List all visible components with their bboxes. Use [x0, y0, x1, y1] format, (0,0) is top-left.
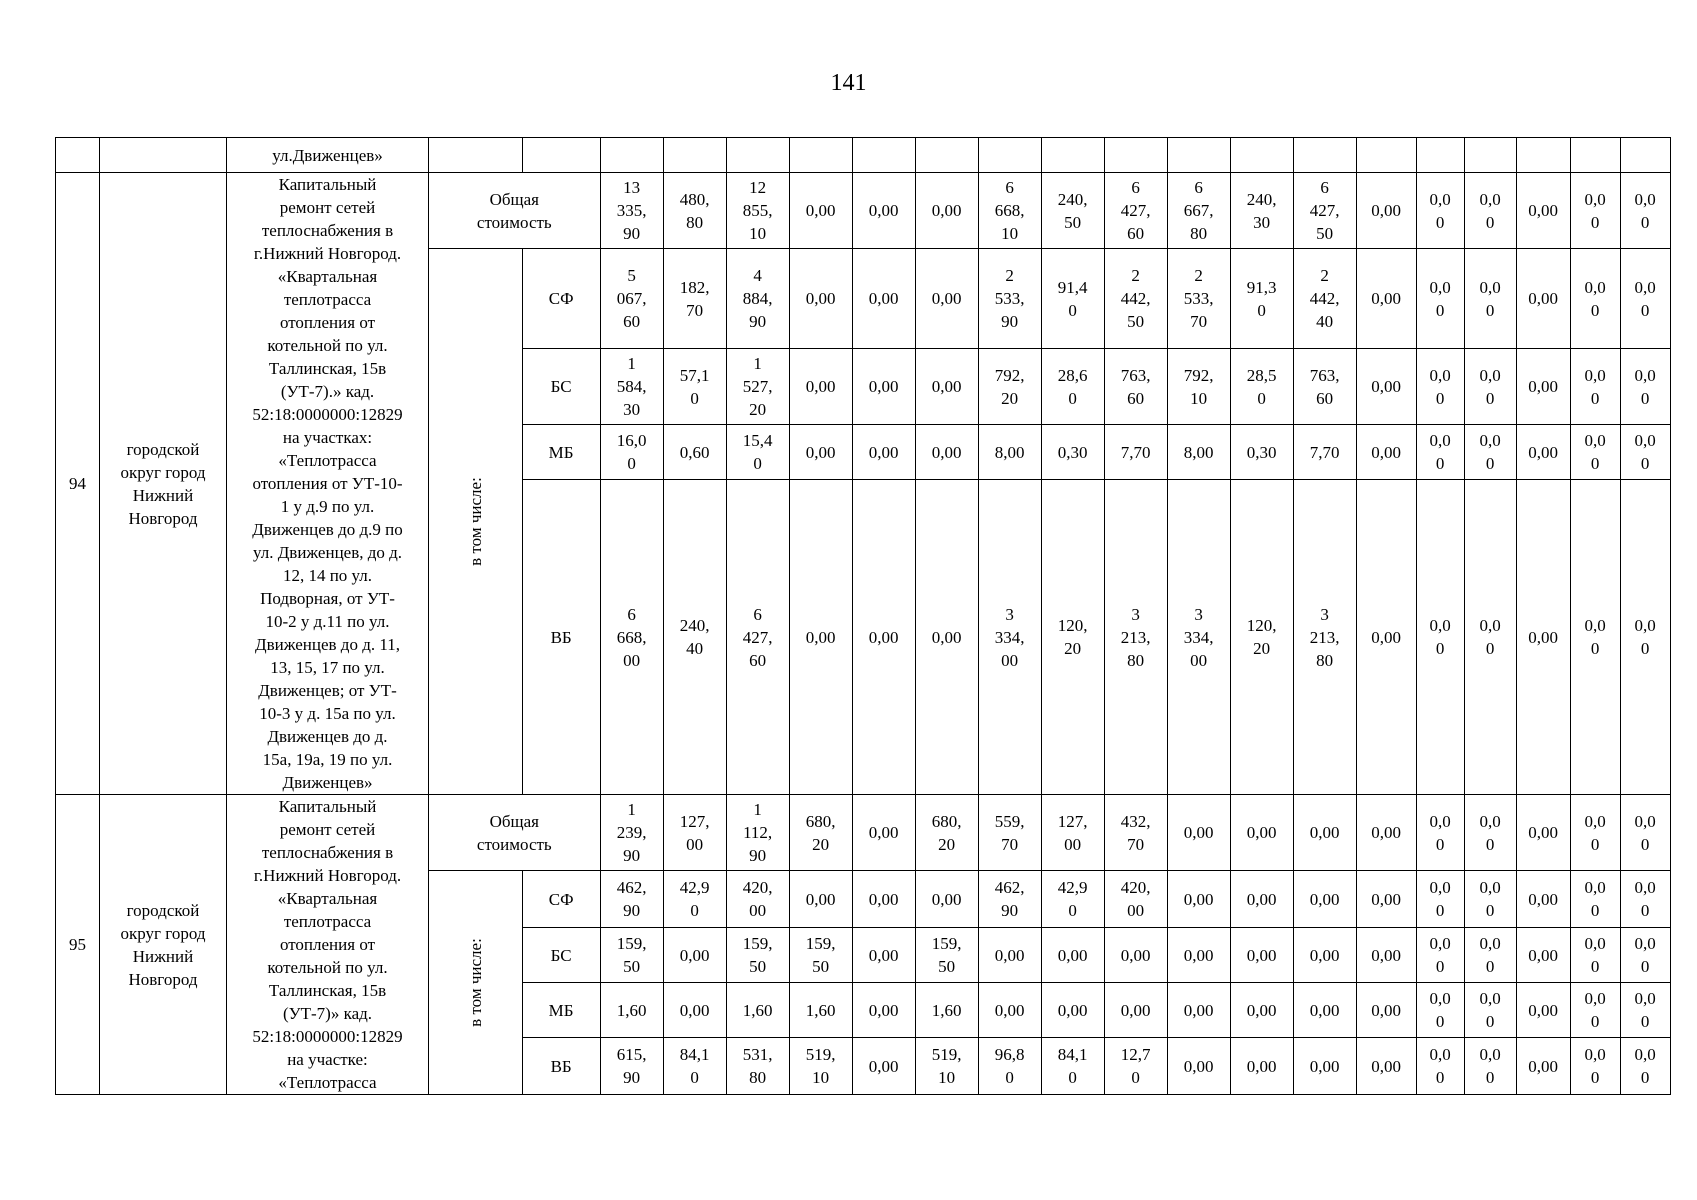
empty-cell — [915, 138, 978, 173]
value-cell: 680, 20 — [789, 795, 852, 871]
value-cell: 42,9 0 — [1041, 871, 1104, 928]
value-cell: 792, 10 — [1167, 349, 1230, 425]
value-cell: 0,00 — [852, 249, 915, 349]
value-cell: 0,00 — [852, 1038, 915, 1095]
row-number: 95 — [56, 795, 100, 1095]
source-code: МБ — [522, 425, 600, 480]
value-cell: 159, 50 — [789, 928, 852, 983]
value-cell: 0,00 — [1356, 983, 1416, 1038]
value-cell: 0,0 0 — [1464, 871, 1516, 928]
value-cell: 6 668, 00 — [600, 480, 663, 795]
total-cost-label: Общая стоимость — [429, 795, 601, 871]
value-cell: 6 667, 80 — [1167, 173, 1230, 249]
value-cell: 0,00 — [1230, 795, 1293, 871]
value-cell: 6 427, 60 — [1104, 173, 1167, 249]
value-cell: 0,00 — [915, 871, 978, 928]
value-cell: 1,60 — [915, 983, 978, 1038]
value-cell: 0,0 0 — [1620, 928, 1670, 983]
value-cell: 0,00 — [1516, 795, 1570, 871]
total-cost-label: Общая стоимость — [429, 173, 601, 249]
value-cell: 0,0 0 — [1464, 425, 1516, 480]
value-cell: 3 213, 80 — [1293, 480, 1356, 795]
source-code: ВБ — [522, 1038, 600, 1095]
value-cell: 2 533, 70 — [1167, 249, 1230, 349]
value-cell: 0,0 0 — [1620, 173, 1670, 249]
value-cell: 12 855, 10 — [726, 173, 789, 249]
value-cell: 0,00 — [915, 173, 978, 249]
value-cell: 0,00 — [1167, 983, 1230, 1038]
value-cell: 0,0 0 — [1464, 928, 1516, 983]
empty-cell — [789, 138, 852, 173]
value-cell: 1 527, 20 — [726, 349, 789, 425]
municipality: городской округ город Нижний Новгород — [100, 173, 227, 795]
including-label-text: в том числе: — [465, 938, 485, 1027]
value-cell: 0,00 — [789, 349, 852, 425]
value-cell: 6 427, 50 — [1293, 173, 1356, 249]
value-cell: 8,00 — [1167, 425, 1230, 480]
empty-cell — [429, 138, 523, 173]
value-cell: 0,00 — [915, 349, 978, 425]
empty-cell — [1104, 138, 1167, 173]
value-cell: 0,00 — [1516, 871, 1570, 928]
value-cell: 0,0 0 — [1416, 1038, 1464, 1095]
continuation-row — [56, 138, 1671, 173]
value-cell: 0,0 0 — [1620, 983, 1670, 1038]
value-cell: 182, 70 — [663, 249, 726, 349]
empty-cell — [1570, 138, 1620, 173]
value-cell: 0,0 0 — [1464, 983, 1516, 1038]
empty-cell — [1041, 138, 1104, 173]
value-cell: 462, 90 — [600, 871, 663, 928]
including-label-text: в том числе: — [465, 477, 485, 566]
value-cell: 0,0 0 — [1416, 795, 1464, 871]
value-cell: 0,00 — [1516, 983, 1570, 1038]
empty-cell — [1167, 138, 1230, 173]
value-cell: 159, 50 — [600, 928, 663, 983]
value-cell: 4 884, 90 — [726, 249, 789, 349]
value-cell: 15,4 0 — [726, 425, 789, 480]
value-cell: 462, 90 — [978, 871, 1041, 928]
value-cell: 0,00 — [1516, 249, 1570, 349]
value-cell: 0,00 — [1293, 928, 1356, 983]
value-cell: 0,00 — [1356, 795, 1416, 871]
empty-cell — [1416, 138, 1464, 173]
value-cell: 0,0 0 — [1416, 871, 1464, 928]
empty-cell — [1356, 138, 1416, 173]
source-code: ВБ — [522, 480, 600, 795]
project-description: Капитальный ремонт сетей теплоснабжения в г.Нижний Новгород. «Квартальная теплотрасса отопления от котельной по ул. Таллинская, 15в (УТ-7).» кад. 52:18:0000000:12829 на участках: «Теплотрасса отопления от УТ-10- 1 у д.9 по ул. Движенцев до д.9 по ул. Движенцев, до д. 12, 14 по ул. Подворная, от УТ- 10-2 у д.11 по ул. Движенцев до д. 11, 13, 15, 17 по ул. Движенцев; от УТ- 10-3 у д. 15а по ул. Движенцев до д. 15а, 19а, 19 по ул. Движенцев» — [227, 173, 429, 795]
value-cell: 0,0 0 — [1416, 983, 1464, 1038]
value-cell: 0,0 0 — [1416, 349, 1464, 425]
empty-cell — [522, 138, 600, 173]
value-cell: 84,1 0 — [663, 1038, 726, 1095]
value-cell: 0,00 — [852, 795, 915, 871]
value-cell: 1 584, 30 — [600, 349, 663, 425]
value-cell: 0,00 — [1516, 425, 1570, 480]
value-cell: 531, 80 — [726, 1038, 789, 1095]
value-cell: 0,00 — [1293, 871, 1356, 928]
value-cell: 0,0 0 — [1620, 795, 1670, 871]
value-cell: 0,0 0 — [1570, 983, 1620, 1038]
value-cell: 5 067, 60 — [600, 249, 663, 349]
value-cell: 3 334, 00 — [978, 480, 1041, 795]
value-cell: 13 335, 90 — [600, 173, 663, 249]
value-cell: 0,00 — [1104, 928, 1167, 983]
value-cell: 0,00 — [1356, 425, 1416, 480]
value-cell: 6 668, 10 — [978, 173, 1041, 249]
value-cell: 0,00 — [915, 425, 978, 480]
value-cell: 0,0 0 — [1570, 349, 1620, 425]
value-cell: 96,8 0 — [978, 1038, 1041, 1095]
value-cell: 0,00 — [1356, 871, 1416, 928]
value-cell: 0,00 — [852, 349, 915, 425]
empty-cell — [663, 138, 726, 173]
value-cell: 0,00 — [1516, 349, 1570, 425]
value-cell: 0,00 — [978, 928, 1041, 983]
value-cell: 0,00 — [1167, 1038, 1230, 1095]
value-cell: 240, 40 — [663, 480, 726, 795]
value-cell: 0,00 — [1516, 928, 1570, 983]
value-cell: 16,0 0 — [600, 425, 663, 480]
value-cell: 0,00 — [1293, 795, 1356, 871]
value-cell: 3 334, 00 — [1167, 480, 1230, 795]
value-cell: 0,0 0 — [1464, 173, 1516, 249]
value-cell: 120, 20 — [1041, 480, 1104, 795]
value-cell: 0,00 — [1167, 871, 1230, 928]
value-cell: 420, 00 — [726, 871, 789, 928]
value-cell: 0,00 — [1516, 1038, 1570, 1095]
value-cell: 0,0 0 — [1464, 795, 1516, 871]
value-cell: 0,0 0 — [1464, 480, 1516, 795]
value-cell: 0,00 — [1230, 871, 1293, 928]
value-cell: 0,00 — [789, 871, 852, 928]
municipality-cell — [100, 138, 227, 173]
value-cell: 159, 50 — [726, 928, 789, 983]
value-cell: 480, 80 — [663, 173, 726, 249]
empty-cell — [1464, 138, 1516, 173]
page-number: 141 — [830, 70, 867, 96]
source-code: БС — [522, 349, 600, 425]
empty-cell — [978, 138, 1041, 173]
value-cell: 0,00 — [852, 480, 915, 795]
value-cell: 0,0 0 — [1620, 249, 1670, 349]
empty-cell — [600, 138, 663, 173]
value-cell: 432, 70 — [1104, 795, 1167, 871]
value-cell: 159, 50 — [915, 928, 978, 983]
value-cell: 0,00 — [789, 173, 852, 249]
value-cell: 91,4 0 — [1041, 249, 1104, 349]
value-cell: 127, 00 — [1041, 795, 1104, 871]
value-cell: 0,0 0 — [1464, 249, 1516, 349]
value-cell: 615, 90 — [600, 1038, 663, 1095]
value-cell: 2 442, 40 — [1293, 249, 1356, 349]
value-cell: 0,00 — [852, 425, 915, 480]
value-cell: 57,1 0 — [663, 349, 726, 425]
including-label — [429, 249, 523, 795]
value-cell: 0,00 — [978, 983, 1041, 1038]
value-cell: 8,00 — [978, 425, 1041, 480]
value-cell: 519, 10 — [915, 1038, 978, 1095]
value-cell: 0,00 — [663, 983, 726, 1038]
table-row — [56, 795, 1671, 871]
value-cell: 0,0 0 — [1570, 1038, 1620, 1095]
value-cell: 0,00 — [852, 983, 915, 1038]
value-cell: 42,9 0 — [663, 871, 726, 928]
table-body — [56, 138, 1671, 1095]
value-cell: 0,0 0 — [1620, 480, 1670, 795]
value-cell: 792, 20 — [978, 349, 1041, 425]
value-cell: 0,0 0 — [1620, 349, 1670, 425]
value-cell: 0,0 0 — [1570, 928, 1620, 983]
value-cell: 1 239, 90 — [600, 795, 663, 871]
value-cell: 7,70 — [1293, 425, 1356, 480]
value-cell: 0,00 — [1041, 983, 1104, 1038]
value-cell: 0,00 — [1104, 983, 1167, 1038]
value-cell: 0,0 0 — [1416, 480, 1464, 795]
value-cell: 3 213, 80 — [1104, 480, 1167, 795]
value-cell: 91,3 0 — [1230, 249, 1293, 349]
value-cell: 127, 00 — [663, 795, 726, 871]
value-cell: 1 112, 90 — [726, 795, 789, 871]
value-cell: 0,0 0 — [1620, 425, 1670, 480]
value-cell: 0,30 — [1041, 425, 1104, 480]
value-cell: 0,00 — [852, 871, 915, 928]
source-code: СФ — [522, 249, 600, 349]
row-number: 94 — [56, 173, 100, 795]
value-cell: 84,1 0 — [1041, 1038, 1104, 1095]
value-cell: 0,0 0 — [1416, 928, 1464, 983]
description-tail-cell: ул.Движенцев» — [227, 138, 429, 173]
value-cell: 0,00 — [1356, 928, 1416, 983]
value-cell: 0,00 — [852, 928, 915, 983]
value-cell: 0,0 0 — [1416, 173, 1464, 249]
value-cell: 0,00 — [1516, 480, 1570, 795]
source-code: МБ — [522, 983, 600, 1038]
municipality: городской округ город Нижний Новгород — [100, 795, 227, 1095]
empty-cell — [1620, 138, 1670, 173]
number-cell — [56, 138, 100, 173]
source-code: СФ — [522, 871, 600, 928]
value-cell: 0,00 — [789, 249, 852, 349]
value-cell: 2 442, 50 — [1104, 249, 1167, 349]
value-cell: 0,0 0 — [1620, 1038, 1670, 1095]
empty-cell — [726, 138, 789, 173]
financing-table — [55, 137, 1671, 1095]
including-label — [429, 871, 523, 1095]
value-cell: 0,0 0 — [1570, 173, 1620, 249]
value-cell: 0,00 — [1167, 928, 1230, 983]
value-cell: 763, 60 — [1104, 349, 1167, 425]
value-cell: 0,0 0 — [1570, 795, 1620, 871]
value-cell: 420, 00 — [1104, 871, 1167, 928]
value-cell: 1,60 — [726, 983, 789, 1038]
project-description: Капитальный ремонт сетей теплоснабжения в г.Нижний Новгород. «Квартальная теплотрасса отопления от котельной по ул. Таллинская, 15в (УТ-7)» кад. 52:18:0000000:12829 на участке: «Теплотрасса — [227, 795, 429, 1095]
value-cell: 763, 60 — [1293, 349, 1356, 425]
source-code: БС — [522, 928, 600, 983]
value-cell: 0,00 — [1293, 983, 1356, 1038]
empty-cell — [1293, 138, 1356, 173]
value-cell: 0,0 0 — [1570, 871, 1620, 928]
value-cell: 0,00 — [1356, 349, 1416, 425]
value-cell: 0,00 — [1167, 795, 1230, 871]
value-cell: 0,30 — [1230, 425, 1293, 480]
value-cell: 680, 20 — [915, 795, 978, 871]
value-cell: 240, 50 — [1041, 173, 1104, 249]
value-cell: 0,00 — [1356, 480, 1416, 795]
value-cell: 0,0 0 — [1416, 425, 1464, 480]
value-cell: 559, 70 — [978, 795, 1041, 871]
value-cell: 519, 10 — [789, 1038, 852, 1095]
value-cell: 1,60 — [789, 983, 852, 1038]
value-cell: 0,00 — [1230, 983, 1293, 1038]
value-cell: 1,60 — [600, 983, 663, 1038]
value-cell: 0,0 0 — [1416, 249, 1464, 349]
value-cell: 0,00 — [789, 425, 852, 480]
empty-cell — [1230, 138, 1293, 173]
value-cell: 0,00 — [1230, 1038, 1293, 1095]
value-cell: 0,00 — [915, 480, 978, 795]
value-cell: 0,0 0 — [1464, 1038, 1516, 1095]
value-cell: 0,00 — [663, 928, 726, 983]
value-cell: 0,00 — [852, 173, 915, 249]
value-cell: 120, 20 — [1230, 480, 1293, 795]
value-cell: 0,00 — [789, 480, 852, 795]
value-cell: 28,6 0 — [1041, 349, 1104, 425]
value-cell: 28,5 0 — [1230, 349, 1293, 425]
value-cell: 240, 30 — [1230, 173, 1293, 249]
value-cell: 0,00 — [1041, 928, 1104, 983]
empty-cell — [1516, 138, 1570, 173]
value-cell: 0,00 — [1230, 928, 1293, 983]
table-row — [56, 173, 1671, 249]
value-cell: 0,00 — [1293, 1038, 1356, 1095]
value-cell: 0,0 0 — [1570, 480, 1620, 795]
value-cell: 6 427, 60 — [726, 480, 789, 795]
value-cell: 0,0 0 — [1620, 871, 1670, 928]
value-cell: 12,7 0 — [1104, 1038, 1167, 1095]
value-cell: 0,60 — [663, 425, 726, 480]
value-cell: 0,0 0 — [1570, 249, 1620, 349]
value-cell: 2 533, 90 — [978, 249, 1041, 349]
value-cell: 0,0 0 — [1570, 425, 1620, 480]
value-cell: 0,00 — [1516, 173, 1570, 249]
empty-cell — [852, 138, 915, 173]
value-cell: 0,0 0 — [1464, 349, 1516, 425]
value-cell: 7,70 — [1104, 425, 1167, 480]
value-cell: 0,00 — [1356, 249, 1416, 349]
value-cell: 0,00 — [915, 249, 978, 349]
value-cell: 0,00 — [1356, 1038, 1416, 1095]
value-cell: 0,00 — [1356, 173, 1416, 249]
